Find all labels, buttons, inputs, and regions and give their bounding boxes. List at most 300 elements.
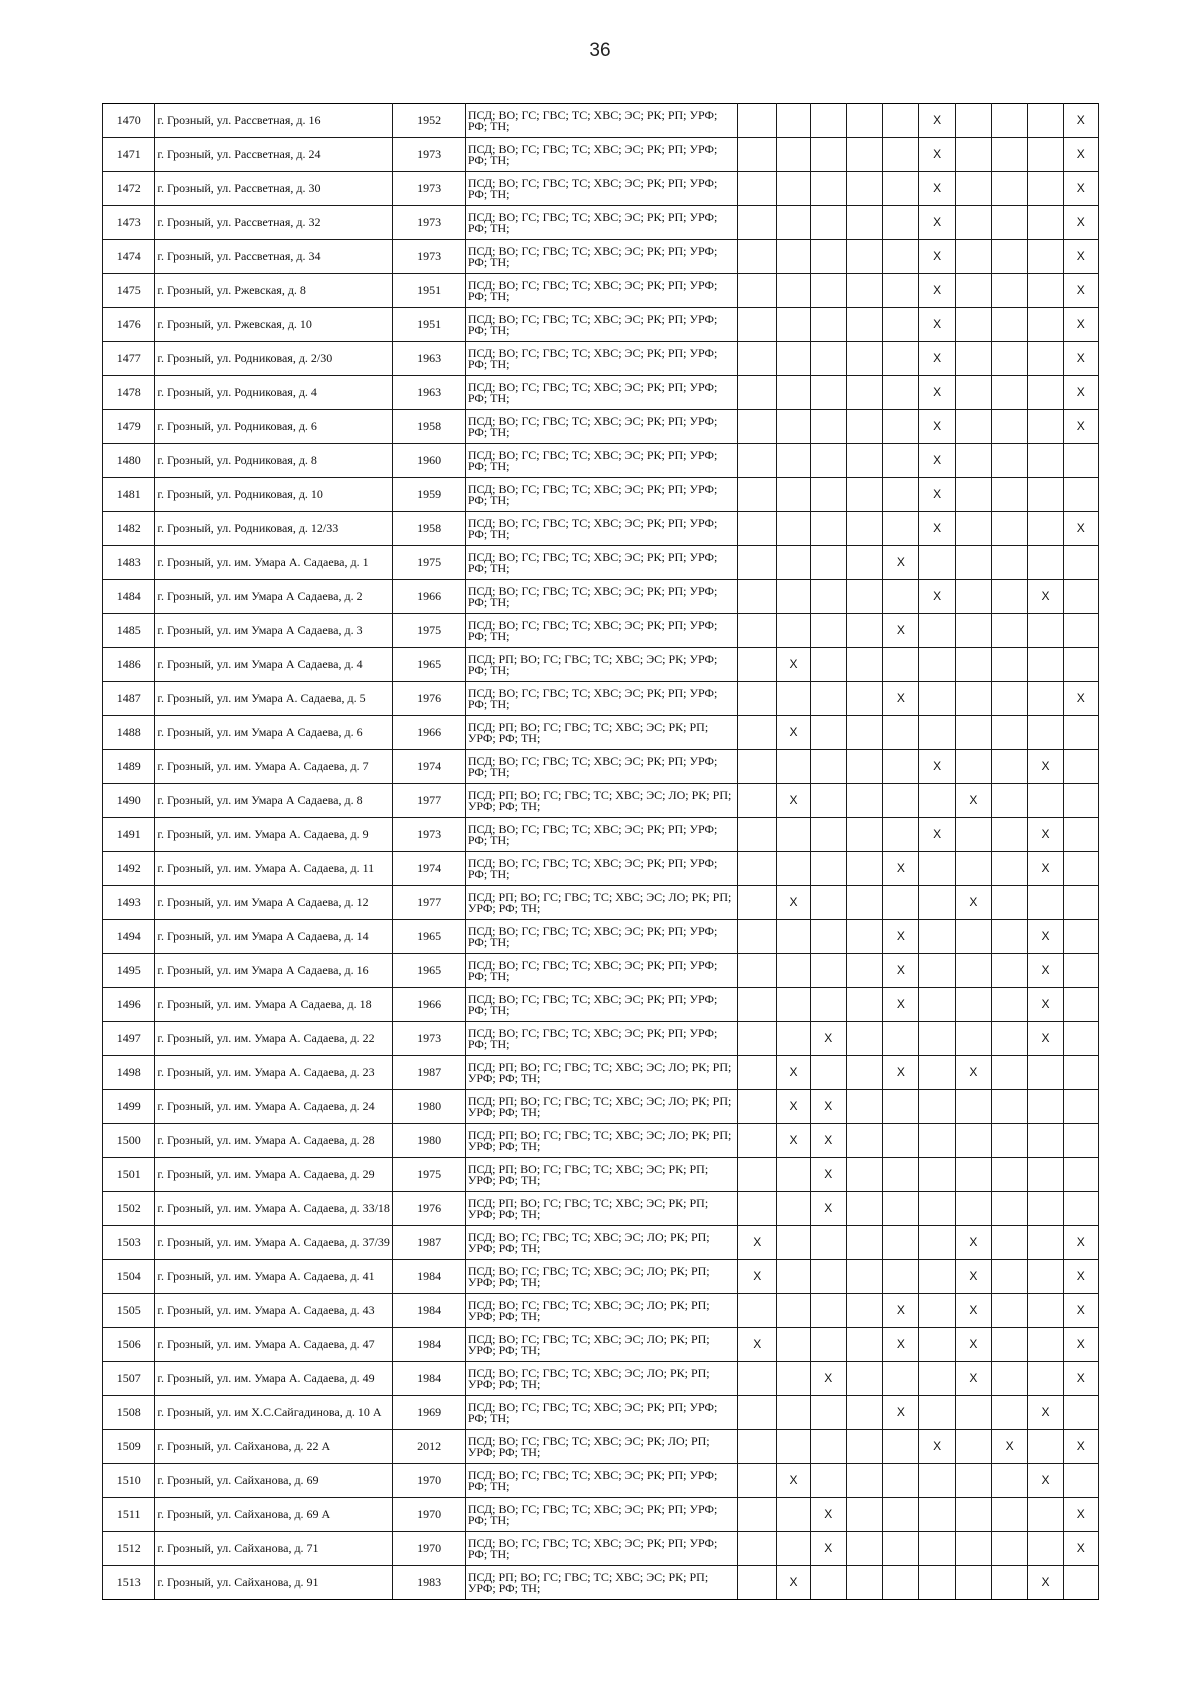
period-mark-cell [738,410,777,444]
period-mark-cell [1063,716,1098,750]
period-mark-cell [777,172,810,206]
period-mark-cell: X [919,138,955,172]
period-mark-cell [738,1022,777,1056]
period-mark-cell [992,308,1028,342]
period-mark-cell [992,172,1028,206]
period-mark-cell: X [1063,1362,1098,1396]
works-list-cell: ПСД; ВО; ГС; ГВС; ТС; ХВС; ЭС; ЛО; РК; РП; УРФ; РФ; ТН; [465,1362,737,1396]
period-mark-cell [738,852,777,886]
period-mark-cell [955,1124,991,1158]
period-mark-cell: X [883,954,919,988]
period-mark-cell: X [1063,138,1098,172]
period-mark-cell: X [738,1260,777,1294]
period-mark-cell [810,342,846,376]
table-row [103,1090,1099,1124]
year-built-cell: 1973 [393,138,466,172]
period-mark-cell [738,308,777,342]
table-row [103,818,1099,852]
period-mark-cell [738,614,777,648]
period-mark-cell [955,580,991,614]
period-mark-cell: X [919,274,955,308]
period-mark-cell [777,274,810,308]
period-mark-cell [810,1226,846,1260]
period-mark-cell [846,1294,882,1328]
address-cell: г. Грозный, ул. им. Умара А. Садаева, д. 29 [155,1158,393,1192]
year-built-cell: 1976 [393,682,466,716]
period-mark-cell [738,206,777,240]
row-number-cell: 1511 [103,1498,155,1532]
period-mark-cell [955,342,991,376]
period-mark-cell: X [883,614,919,648]
period-mark-cell: X [919,172,955,206]
address-cell: г. Грозный, ул. им Умара А Садаева, д. 12 [155,886,393,920]
works-list-cell: ПСД; ВО; ГС; ГВС; ТС; ХВС; ЭС; ЛО; РК; РП; УРФ; РФ; ТН; [465,1328,737,1362]
period-mark-cell [1063,988,1098,1022]
period-mark-cell [810,1396,846,1430]
address-cell: г. Грозный, ул. им. Умара А. Садаева, д. 28 [155,1124,393,1158]
period-mark-cell: X [1028,580,1063,614]
period-mark-cell: X [955,1226,991,1260]
period-mark-cell [919,1362,955,1396]
period-mark-cell [955,138,991,172]
works-list-cell: ПСД; ВО; ГС; ГВС; ТС; ХВС; ЭС; РК; РП; УРФ; РФ; ТН; [465,1464,737,1498]
period-mark-cell [955,308,991,342]
address-cell: г. Грозный, ул. Родниковая, д. 2/30 [155,342,393,376]
period-mark-cell [738,1396,777,1430]
period-mark-cell: X [738,1328,777,1362]
period-mark-cell [738,954,777,988]
period-mark-cell [810,614,846,648]
period-mark-cell [992,274,1028,308]
period-mark-cell [883,342,919,376]
table-row [103,852,1099,886]
period-mark-cell [777,1226,810,1260]
period-mark-cell [777,988,810,1022]
period-mark-cell [1028,138,1063,172]
table-row [103,546,1099,580]
row-number-cell: 1508 [103,1396,155,1430]
period-mark-cell [1028,376,1063,410]
period-mark-cell: X [1028,920,1063,954]
address-cell: г. Грозный, ул. Родниковая, д. 10 [155,478,393,512]
period-mark-cell [1028,274,1063,308]
row-number-cell: 1490 [103,784,155,818]
row-number-cell: 1512 [103,1532,155,1566]
works-list-cell: ПСД; РП; ВО; ГС; ГВС; ТС; ХВС; ЭС; РК; РП; УРФ; РФ; ТН; [465,1158,737,1192]
year-built-cell: 1969 [393,1396,466,1430]
period-mark-cell [738,1056,777,1090]
table-row [103,750,1099,784]
address-cell: г. Грозный, ул. Родниковая, д. 6 [155,410,393,444]
row-number-cell: 1482 [103,512,155,546]
period-mark-cell [846,716,882,750]
period-mark-cell [846,1056,882,1090]
period-mark-cell [777,376,810,410]
works-list-cell: ПСД; ВО; ГС; ГВС; ТС; ХВС; ЭС; РК; РП; УРФ; РФ; ТН; [465,920,737,954]
period-mark-cell: X [810,1532,846,1566]
period-mark-cell [738,1566,777,1600]
period-mark-cell [955,852,991,886]
year-built-cell: 1963 [393,376,466,410]
period-mark-cell [1028,682,1063,716]
period-mark-cell [846,1362,882,1396]
period-mark-cell [883,1430,919,1464]
period-mark-cell [846,784,882,818]
row-number-cell: 1480 [103,444,155,478]
table-row [103,1566,1099,1600]
works-list-cell: ПСД; ВО; ГС; ГВС; ТС; ХВС; ЭС; РК; РП; УРФ; РФ; ТН; [465,818,737,852]
period-mark-cell [1063,1022,1098,1056]
year-built-cell: 1966 [393,988,466,1022]
period-mark-cell [846,614,882,648]
period-mark-cell [738,716,777,750]
period-mark-cell [846,1396,882,1430]
period-mark-cell [1028,1226,1063,1260]
period-mark-cell [846,580,882,614]
period-mark-cell [738,818,777,852]
year-built-cell: 1976 [393,1192,466,1226]
period-mark-cell [1028,614,1063,648]
table-row [103,274,1099,308]
works-list-cell: ПСД; РП; ВО; ГС; ГВС; ТС; ХВС; ЭС; ЛО; РК; РП; УРФ; РФ; ТН; [465,784,737,818]
period-mark-cell [1028,172,1063,206]
period-mark-cell [777,1396,810,1430]
works-list-cell: ПСД; ВО; ГС; ГВС; ТС; ХВС; ЭС; ЛО; РК; РП; УРФ; РФ; ТН; [465,1260,737,1294]
period-mark-cell [846,546,882,580]
period-mark-cell [955,614,991,648]
period-mark-cell [777,1498,810,1532]
address-cell: г. Грозный, ул. Ржевская, д. 10 [155,308,393,342]
period-mark-cell [738,886,777,920]
period-mark-cell [738,750,777,784]
period-mark-cell: X [1028,1396,1063,1430]
period-mark-cell [777,512,810,546]
period-mark-cell [992,920,1028,954]
period-mark-cell: X [919,1430,955,1464]
period-mark-cell [777,1532,810,1566]
period-mark-cell: X [883,1056,919,1090]
row-number-cell: 1499 [103,1090,155,1124]
period-mark-cell [992,750,1028,784]
period-mark-cell [1028,716,1063,750]
table-row [103,512,1099,546]
period-mark-cell [777,104,810,138]
period-mark-cell [1063,1090,1098,1124]
period-mark-cell [955,1464,991,1498]
period-mark-cell [846,444,882,478]
year-built-cell: 1958 [393,410,466,444]
period-mark-cell: X [810,1158,846,1192]
period-mark-cell [777,546,810,580]
address-cell: г. Грозный, ул. им. Умара А. Садаева, д. 33/18 [155,1192,393,1226]
row-number-cell: 1496 [103,988,155,1022]
period-mark-cell [992,1498,1028,1532]
period-mark-cell: X [1028,852,1063,886]
period-mark-cell [846,240,882,274]
period-mark-cell [846,1566,882,1600]
period-mark-cell [810,716,846,750]
period-mark-cell [777,1294,810,1328]
row-number-cell: 1485 [103,614,155,648]
period-mark-cell [738,478,777,512]
period-mark-cell [738,1158,777,1192]
year-built-cell: 1966 [393,716,466,750]
period-mark-cell [955,512,991,546]
period-mark-cell [883,580,919,614]
row-number-cell: 1471 [103,138,155,172]
works-list-cell: ПСД; ВО; ГС; ГВС; ТС; ХВС; ЭС; РК; РП; УРФ; РФ; ТН; [465,240,737,274]
year-built-cell: 1966 [393,580,466,614]
period-mark-cell [919,1022,955,1056]
period-mark-cell [810,818,846,852]
period-mark-cell [992,1260,1028,1294]
year-built-cell: 1975 [393,1158,466,1192]
period-mark-cell [919,784,955,818]
address-cell: г. Грозный, ул. им Умара А. Садаева, д. 5 [155,682,393,716]
address-cell: г. Грозный, ул. им Умара А Садаева, д. 14 [155,920,393,954]
period-mark-cell: X [955,784,991,818]
period-mark-cell [810,512,846,546]
period-mark-cell [1028,1328,1063,1362]
row-number-cell: 1481 [103,478,155,512]
table-row [103,784,1099,818]
period-mark-cell: X [777,716,810,750]
period-mark-cell [1063,580,1098,614]
period-mark-cell [955,1396,991,1430]
period-mark-cell: X [1063,274,1098,308]
period-mark-cell [846,886,882,920]
period-mark-cell: X [777,1056,810,1090]
period-mark-cell [846,852,882,886]
period-mark-cell [1063,614,1098,648]
row-number-cell: 1474 [103,240,155,274]
address-cell: г. Грозный, ул. им. Умара А. Садаева, д. 22 [155,1022,393,1056]
row-number-cell: 1494 [103,920,155,954]
registry-body [103,104,1099,1600]
period-mark-cell [919,1498,955,1532]
year-built-cell: 1973 [393,206,466,240]
period-mark-cell [919,954,955,988]
works-list-cell: ПСД; ВО; ГС; ГВС; ТС; ХВС; ЭС; РК; РП; УРФ; РФ; ТН; [465,172,737,206]
works-list-cell: ПСД; ВО; ГС; ГВС; ТС; ХВС; ЭС; РК; РП; УРФ; РФ; ТН; [465,138,737,172]
works-list-cell: ПСД; РП; ВО; ГС; ГВС; ТС; ХВС; ЭС; ЛО; РК; РП; УРФ; РФ; ТН; [465,886,737,920]
period-mark-cell [777,580,810,614]
period-mark-cell [738,580,777,614]
period-mark-cell: X [1063,1226,1098,1260]
period-mark-cell [992,614,1028,648]
period-mark-cell [919,1260,955,1294]
table-row [103,1226,1099,1260]
table-row [103,376,1099,410]
period-mark-cell [919,1566,955,1600]
works-list-cell: ПСД; ВО; ГС; ГВС; ТС; ХВС; ЭС; РК; РП; УРФ; РФ; ТН; [465,512,737,546]
period-mark-cell [992,1566,1028,1600]
period-mark-cell [992,1090,1028,1124]
period-mark-cell: X [1063,104,1098,138]
address-cell: г. Грозный, ул. Родниковая, д. 12/33 [155,512,393,546]
period-mark-cell [992,1362,1028,1396]
address-cell: г. Грозный, ул. им. Умара А. Садаева, д. 24 [155,1090,393,1124]
row-number-cell: 1472 [103,172,155,206]
period-mark-cell [883,376,919,410]
period-mark-cell [738,1464,777,1498]
period-mark-cell [738,342,777,376]
year-built-cell: 1984 [393,1260,466,1294]
period-mark-cell [919,614,955,648]
period-mark-cell [955,410,991,444]
period-mark-cell [1028,1056,1063,1090]
period-mark-cell [1063,886,1098,920]
period-mark-cell [992,1158,1028,1192]
works-list-cell: ПСД; ВО; ГС; ГВС; ТС; ХВС; ЭС; РК; РП; УРФ; РФ; ТН; [465,308,737,342]
period-mark-cell: X [810,1498,846,1532]
period-mark-cell [810,750,846,784]
period-mark-cell [883,1192,919,1226]
year-built-cell: 1970 [393,1498,466,1532]
address-cell: г. Грозный, ул. Рассветная, д. 34 [155,240,393,274]
works-list-cell: ПСД; РП; ВО; ГС; ГВС; ТС; ХВС; ЭС; ЛО; РК; РП; УРФ; РФ; ТН; [465,1124,737,1158]
table-row [103,104,1099,138]
period-mark-cell [810,1430,846,1464]
period-mark-cell [1028,784,1063,818]
period-mark-cell [846,682,882,716]
row-number-cell: 1504 [103,1260,155,1294]
period-mark-cell [992,1192,1028,1226]
period-mark-cell: X [955,1056,991,1090]
period-mark-cell [1028,342,1063,376]
period-mark-cell [738,376,777,410]
address-cell: г. Грозный, ул. им. Умара А. Садаева, д. 9 [155,818,393,852]
period-mark-cell: X [883,988,919,1022]
period-mark-cell [846,1192,882,1226]
works-list-cell: ПСД; ВО; ГС; ГВС; ТС; ХВС; ЭС; РК; РП; УРФ; РФ; ТН; [465,342,737,376]
period-mark-cell [1063,1056,1098,1090]
works-list-cell: ПСД; ВО; ГС; ГВС; ТС; ХВС; ЭС; РК; РП; УРФ; РФ; ТН; [465,546,737,580]
period-mark-cell [846,1124,882,1158]
table-row [103,138,1099,172]
year-built-cell: 1951 [393,274,466,308]
period-mark-cell [777,818,810,852]
period-mark-cell [777,1430,810,1464]
year-built-cell: 1973 [393,240,466,274]
row-number-cell: 1476 [103,308,155,342]
period-mark-cell [810,580,846,614]
period-mark-cell: X [883,682,919,716]
period-mark-cell [846,274,882,308]
works-list-cell: ПСД; ВО; ГС; ГВС; ТС; ХВС; ЭС; РК; РП; УРФ; РФ; ТН; [465,1022,737,1056]
period-mark-cell [1028,240,1063,274]
period-mark-cell: X [777,1124,810,1158]
period-mark-cell: X [810,1090,846,1124]
row-number-cell: 1484 [103,580,155,614]
period-mark-cell [1028,478,1063,512]
period-mark-cell [919,886,955,920]
period-mark-cell [738,444,777,478]
works-list-cell: ПСД; ВО; ГС; ГВС; ТС; ХВС; ЭС; РК; РП; УРФ; РФ; ТН; [465,1498,737,1532]
period-mark-cell [810,308,846,342]
works-list-cell: ПСД; ВО; ГС; ГВС; ТС; ХВС; ЭС; РК; РП; УРФ; РФ; ТН; [465,682,737,716]
period-mark-cell [883,1260,919,1294]
period-mark-cell [810,104,846,138]
address-cell: г. Грозный, ул. Рассветная, д. 16 [155,104,393,138]
year-built-cell: 1959 [393,478,466,512]
period-mark-cell [955,546,991,580]
period-mark-cell: X [777,886,810,920]
period-mark-cell [992,1464,1028,1498]
period-mark-cell [846,104,882,138]
address-cell: г. Грозный, ул. им Умара А Садаева, д. 2 [155,580,393,614]
period-mark-cell [810,206,846,240]
year-built-cell: 1987 [393,1226,466,1260]
period-mark-cell [955,444,991,478]
period-mark-cell: X [1063,1430,1098,1464]
table-row [103,920,1099,954]
address-cell: г. Грозный, ул. им Умара А Садаева, д. 6 [155,716,393,750]
period-mark-cell [810,1294,846,1328]
period-mark-cell: X [738,1226,777,1260]
period-mark-cell: X [955,1362,991,1396]
period-mark-cell [846,1226,882,1260]
year-built-cell: 1970 [393,1532,466,1566]
address-cell: г. Грозный, ул. им. Умара А. Садаева, д. 49 [155,1362,393,1396]
address-cell: г. Грозный, ул. им. Умара А. Садаева, д. 41 [155,1260,393,1294]
address-cell: г. Грозный, ул. им. Умара А. Садаева, д. 1 [155,546,393,580]
period-mark-cell [1028,104,1063,138]
period-mark-cell [846,1532,882,1566]
address-cell: г. Грозный, ул. Рассветная, д. 24 [155,138,393,172]
period-mark-cell [777,308,810,342]
period-mark-cell [738,274,777,308]
period-mark-cell [738,648,777,682]
row-number-cell: 1492 [103,852,155,886]
period-mark-cell [777,1158,810,1192]
table-row [103,614,1099,648]
period-mark-cell [1063,546,1098,580]
period-mark-cell [738,988,777,1022]
period-mark-cell [846,478,882,512]
period-mark-cell [919,1158,955,1192]
period-mark-cell [883,274,919,308]
period-mark-cell [810,1328,846,1362]
address-cell: г. Грозный, ул. Ржевская, д. 8 [155,274,393,308]
period-mark-cell: X [1063,240,1098,274]
period-mark-cell [919,1294,955,1328]
period-mark-cell [883,240,919,274]
period-mark-cell [883,206,919,240]
page-number: 36 [589,40,611,61]
table-row [103,308,1099,342]
period-mark-cell [738,784,777,818]
period-mark-cell [992,716,1028,750]
period-mark-cell [1028,410,1063,444]
period-mark-cell [883,716,919,750]
period-mark-cell [810,444,846,478]
period-mark-cell [777,410,810,444]
period-mark-cell [883,784,919,818]
period-mark-cell [846,308,882,342]
period-mark-cell: X [1063,172,1098,206]
address-cell: г. Грозный, ул. Рассветная, д. 32 [155,206,393,240]
period-mark-cell [883,512,919,546]
works-list-cell: ПСД; ВО; ГС; ГВС; ТС; ХВС; ЭС; РК; РП; УРФ; РФ; ТН; [465,614,737,648]
table-row [103,1260,1099,1294]
period-mark-cell [992,478,1028,512]
period-mark-cell [992,886,1028,920]
works-list-cell: ПСД; ВО; ГС; ГВС; ТС; ХВС; ЭС; РК; РП; УРФ; РФ; ТН; [465,1532,737,1566]
works-list-cell: ПСД; ВО; ГС; ГВС; ТС; ХВС; ЭС; РК; РП; УРФ; РФ; ТН; [465,104,737,138]
period-mark-cell [955,1192,991,1226]
period-mark-cell [992,954,1028,988]
